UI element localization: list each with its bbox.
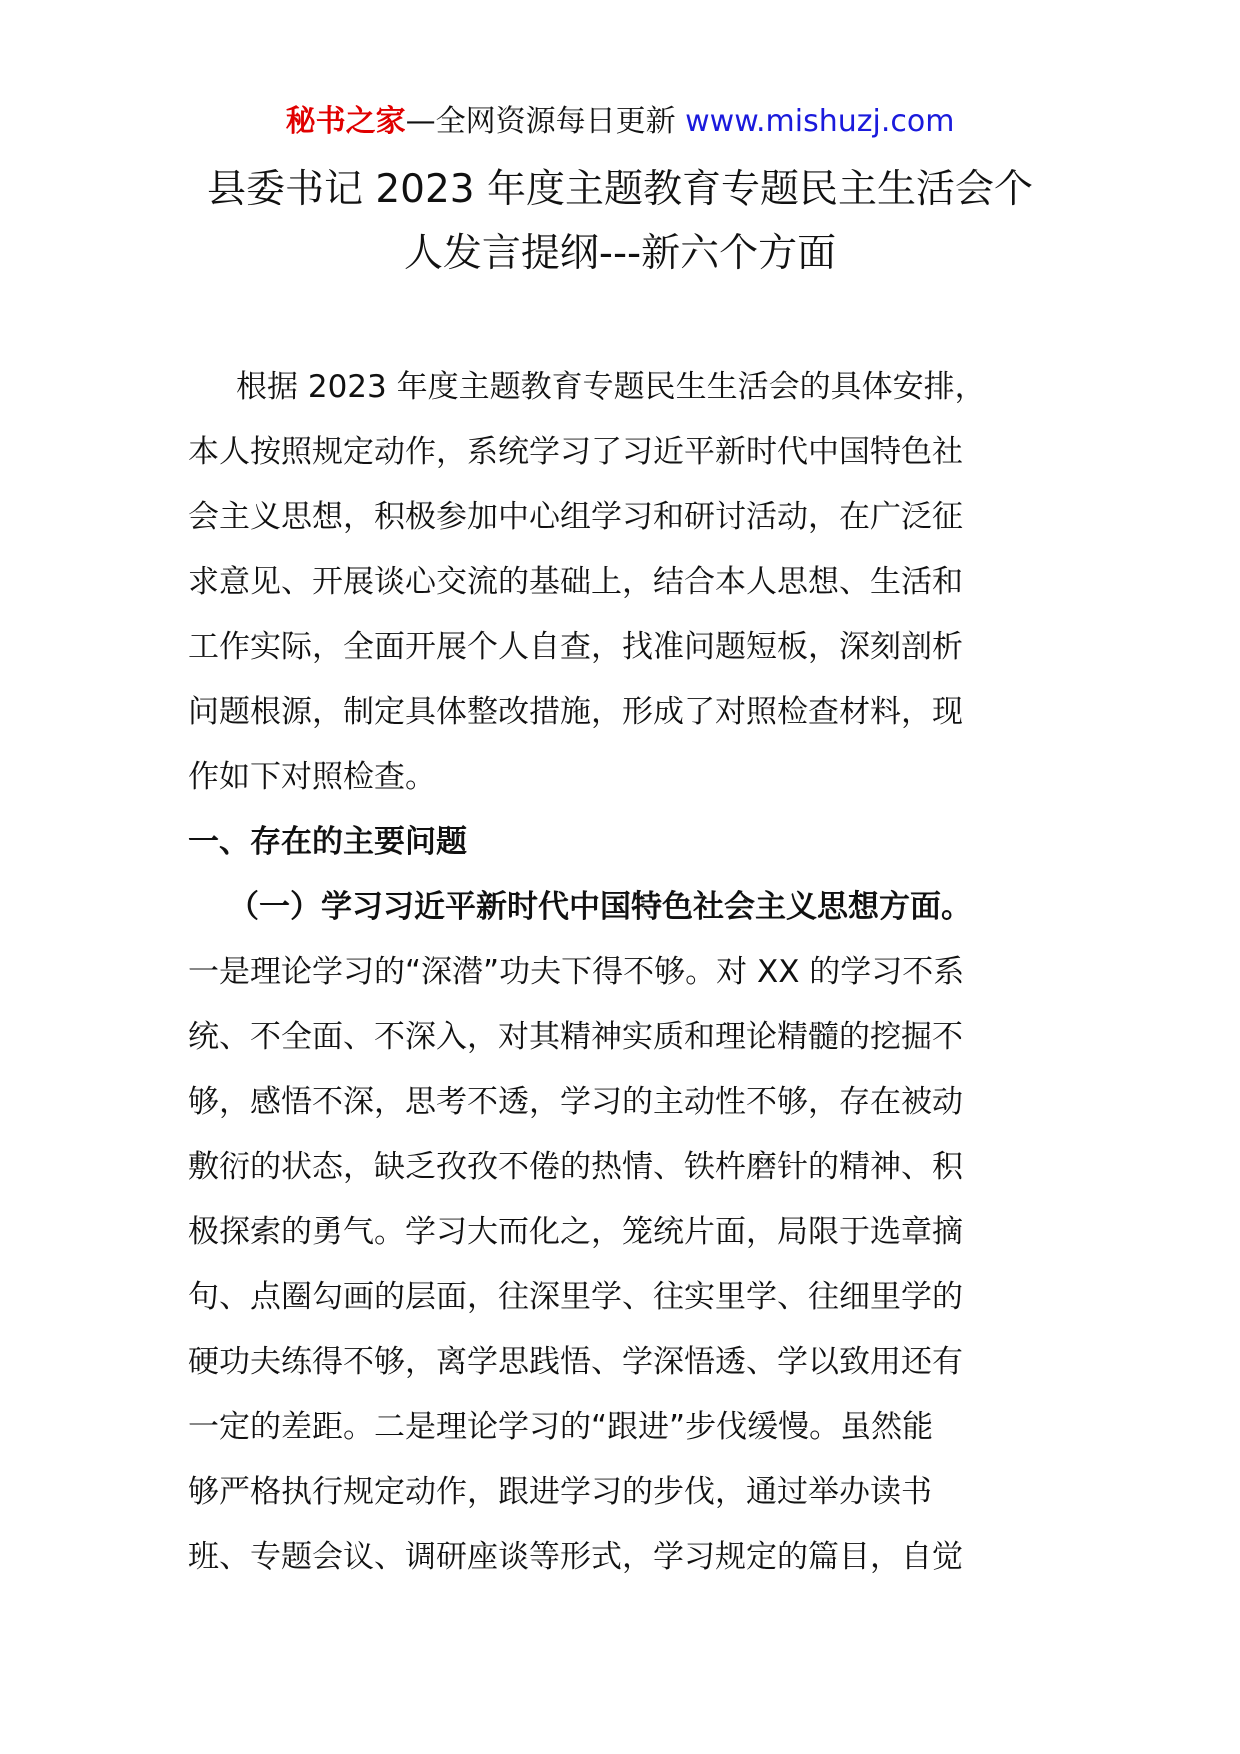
body-line: 够，感悟不深，思考不透，学习的主动性不够，存在被动 (188, 1084, 963, 1120)
body-line: 作如下对照检查。 (188, 759, 436, 795)
body-line: 根据 2023 年度主题教育专题民生生活会的具体安排， (236, 369, 986, 405)
body-line: 极探索的勇气。学习大而化之，笼统片面，局限于选章摘 (188, 1214, 963, 1250)
body-line: 一是理论学习的“深潜”功夫下得不够。对 XX 的学习不系 (188, 954, 965, 990)
subsection-heading: （一）学习习近平新时代中国特色社会主义思想方面。 (228, 889, 972, 925)
document-title (150, 158, 1090, 286)
body-line: 问题根源，制定具体整改措施，形成了对照检查材料，现 (188, 694, 963, 730)
header-tagline: —全网资源每日更新 (405, 104, 676, 139)
section-heading: 一、存在的主要问题 (188, 824, 467, 860)
site-url-link[interactable]: www.mishuzj.com (685, 104, 955, 139)
body-line: 班、专题会议、调研座谈等形式，学习规定的篇目，自觉 (188, 1539, 963, 1575)
body-line: 一定的差距。二是理论学习的“跟进”步伐缓慢。虽然能 (188, 1409, 934, 1445)
body-line: 句、点圈勾画的层面，往深里学、往实里学、往细里学的 (188, 1279, 963, 1315)
body-line: 敷衍的状态，缺乏孜孜不倦的热情、铁杵磨针的精神、积 (188, 1149, 963, 1185)
body-line: 工作实际，全面开展个人自查，找准问题短板，深刻剖析 (188, 629, 963, 665)
body-line: 求意见、开展谈心交流的基础上，结合本人思想、生活和 (188, 564, 963, 600)
body-line: 硬功夫练得不够，离学思践悟、学深悟透、学以致用还有 (188, 1344, 963, 1380)
brand-name: 秘书之家 (285, 104, 406, 139)
title-line-2: 人发言提纲---新六个方面 (403, 231, 837, 276)
title-line-1: 县委书记 2023 年度主题教育专题民主生活会个 (206, 167, 1034, 212)
body-line: 会主义思想，积极参加中心组学习和研讨活动，在广泛征 (188, 499, 963, 535)
site-header (0, 100, 1240, 144)
document-body (188, 355, 1068, 1590)
body-line: 统、不全面、不深入，对其精神实质和理论精髓的挖掘不 (188, 1019, 963, 1055)
body-line: 本人按照规定动作，系统学习了习近平新时代中国特色社 (188, 434, 963, 470)
body-line: 够严格执行规定动作，跟进学习的步伐，通过举办读书 (188, 1474, 932, 1510)
